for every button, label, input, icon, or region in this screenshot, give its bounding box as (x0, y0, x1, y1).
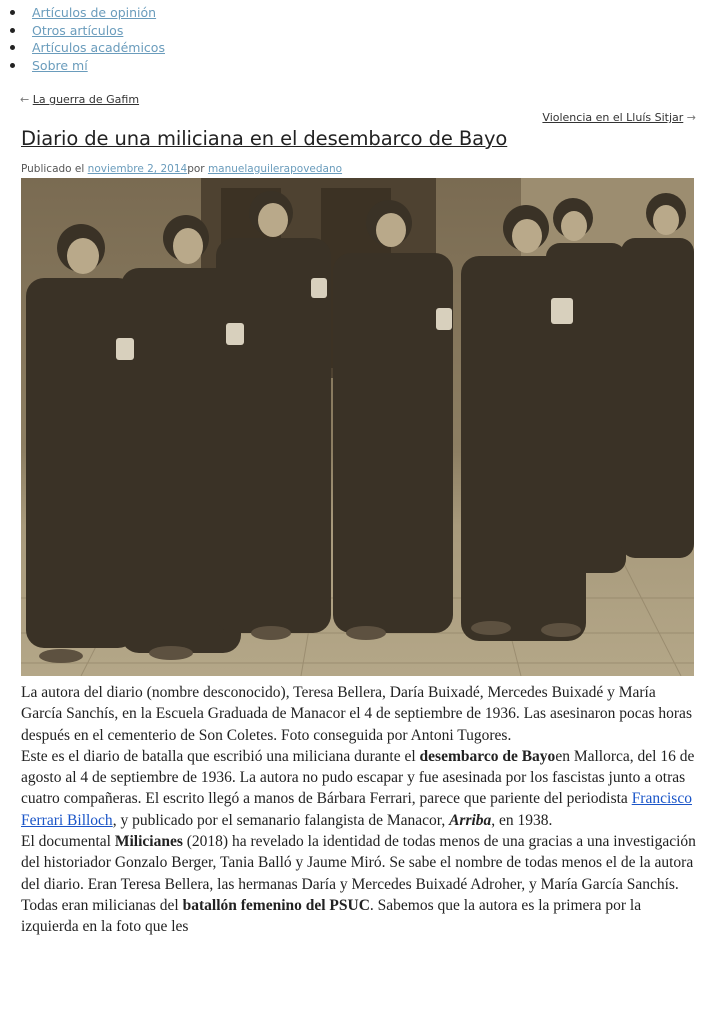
p1-text-c: en Mallorca, del 16 de agosto al 4 de septiembre de 1936. La autora no pudo escapar y fue asesinada por los fascistas junto a otras cuatro compañeras. El escrito llegó a manos de Bárbara Ferrari, parece que pariente del periodista (21, 747, 695, 808)
published-prefix: Publicado el (21, 163, 85, 175)
p1-arriba: Arriba (449, 811, 492, 829)
p1-bold-bayo: desembarco de Bayo (419, 747, 556, 765)
paragraph-1 (21, 746, 697, 831)
next-post-link[interactable] (542, 111, 696, 124)
ferrari-billoch-link[interactable]: Francisco Ferrari Billoch (21, 790, 692, 829)
menu-item-academicos[interactable]: Artículos académicos (10, 39, 165, 57)
post-date-link[interactable]: noviembre 2, 2014 (87, 163, 188, 175)
p2-bold-batallon: batallón femenino del PSUC (182, 896, 370, 914)
menu-item-opinion[interactable]: Artículos de opinión (10, 4, 165, 22)
post-title[interactable]: Diario de una miliciana en el desembarco de Bayo (21, 127, 508, 150)
article-body (21, 682, 697, 938)
p2-text-c: (2018) ha revelado la identidad de todas menos de una gracias a una investigación del historiador Gonzalo Berger, Tania Balló y Jaume Miró. Se sabe el nombre de todas menos el de la autora del diario. Eran Teresa Bellera, las hermanas Daría y Mercedes Buixadé Adroher, y María García Sanchís. Todas eran milicianas del (21, 833, 696, 914)
previous-post-link[interactable] (20, 93, 139, 106)
left-arrow-icon: ← (20, 93, 30, 106)
next-post-title[interactable]: Violencia en el Lluís Sitjar (542, 111, 684, 124)
p2-bold-milicianes: Milicianes (114, 833, 183, 851)
p1-text-d: , y publicado por el semanario falangista de Manacor, (112, 811, 450, 829)
menu-item-otros[interactable]: Otros artículos (10, 22, 165, 40)
p1-text-a: Este es el diario de batalla que escribió una miliciana durante el (21, 747, 420, 765)
post-author-link[interactable]: manuelaguilerapovedano (207, 163, 343, 175)
milicianas-photo (21, 178, 694, 676)
menu-item-sobre-mi[interactable]: Sobre mí (10, 57, 165, 75)
previous-post-title[interactable]: La guerra de Gafim (32, 93, 140, 106)
post-meta (21, 163, 342, 175)
right-arrow-icon: → (686, 111, 696, 124)
by-label: por (187, 163, 205, 175)
paragraph-2 (21, 831, 697, 937)
site-menu (10, 4, 165, 74)
p2-text-a: El documental (21, 833, 115, 851)
p2-text-e: . Sabemos que la autora es la primera por la izquierda en la foto que les (21, 896, 642, 936)
p1-text-f: , en 1938. (491, 811, 553, 829)
photo-caption: La autora del diario (nombre desconocido), Teresa Bellera, Daría Buixadé, Mercedes Buixadé y María García Sanchís, en la Escuela Graduada de Manacor el 4 de septiembre de 1936. Las asesinaron pocas horas después en el cementerio de Son Coletes. Foto conseguida por Antoni Tugores. (21, 684, 692, 744)
